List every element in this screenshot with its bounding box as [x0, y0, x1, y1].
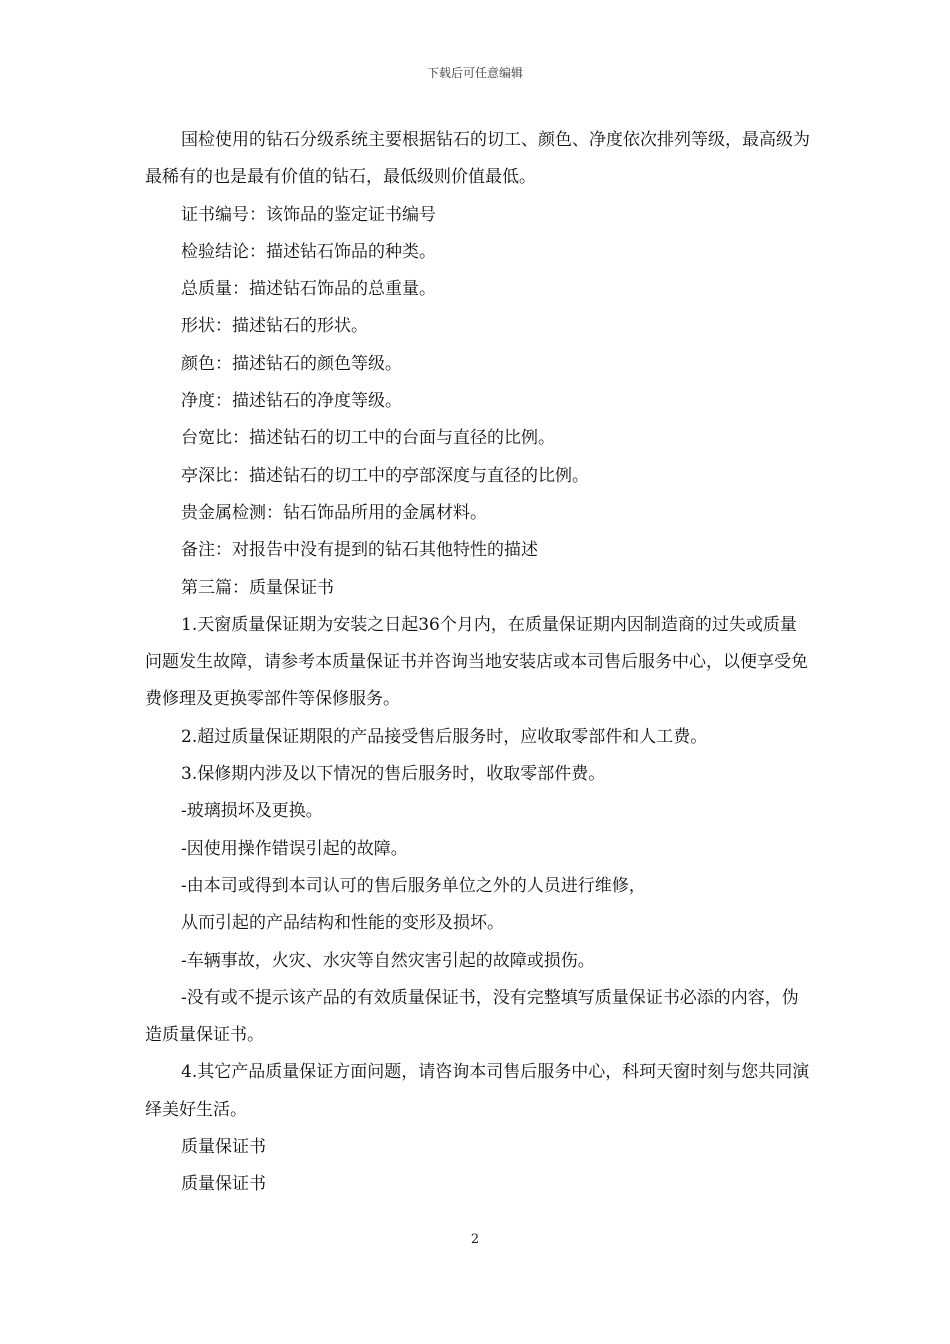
bullet-operation-error: -因使用操作错误引起的故障。	[181, 838, 408, 859]
document-body	[145, 122, 810, 1204]
paragraph-precious-metal: 贵金属检测：钻石饰品所用的金属材料。	[181, 502, 487, 523]
paragraph-grading-system: 国检使用的钻石分级系统主要根据钻石的切工、颜色、净度依次排列等级，最高级为最稀有的也是最有价值的钻石，最低级则价值最低。	[145, 130, 810, 188]
bullet-no-certificate: -没有或不提示该产品的有效质量保证书，没有完整填写质量保证书必添的内容，伪造质量保证书。	[145, 987, 799, 1046]
paragraph-pavilion-ratio: 亭深比：描述钻石的切工中的亭部深度与直径的比例。	[181, 465, 589, 486]
bullet-unauthorized-repair: -由本司或得到本司认可的售后服务单位之外的人员进行维修，	[181, 875, 646, 896]
bullet-glass: -玻璃损坏及更换。	[181, 801, 323, 822]
paragraph-shape: 形状：描述钻石的形状。	[181, 316, 368, 337]
page-number: 2	[470, 1232, 480, 1247]
paragraph-color: 颜色：描述钻石的颜色等级。	[181, 353, 402, 374]
paragraph-certificate-number: 证书编号：该饰品的鉴定证书编号	[181, 204, 436, 225]
list-item-other-issues: 4.其它产品质量保证方面问题，请咨询本司售后服务中心，科珂天窗时刻与您共同演绎美好生活。	[145, 1062, 810, 1120]
bullet-accidents: -车辆事故，火灾、水灾等自然灾害引起的故障或损伤。	[181, 950, 595, 971]
page-header: 下载后可任意编辑	[426, 66, 523, 80]
list-item-warranty-period: 1.天窗质量保证期为安装之日起36个月内，在质量保证期内因制造商的过失或质量问题发生故障，请参考本质量保证书并咨询当地安装店或本司售后服务中心，以便享受免费修理及更换零部件等保修服务。	[145, 614, 808, 710]
paragraph-clarity: 净度：描述钻石的净度等级。	[181, 391, 402, 412]
list-item-parts-fee: 3.保修期内涉及以下情况的售后服务时，收取零部件费。	[181, 764, 606, 785]
paragraph-title-2: 质量保证书	[181, 1174, 266, 1195]
paragraph-remarks: 备注：对报告中没有提到的钻石其他特性的描述	[181, 540, 538, 561]
paragraph-title-1: 质量保证书	[181, 1137, 266, 1158]
paragraph-table-ratio: 台宽比：描述钻石的切工中的台面与直径的比例。	[181, 428, 555, 449]
list-item-expired-warranty: 2.超过质量保证期限的产品接受售后服务时，应收取零部件和人工费。	[181, 726, 708, 747]
paragraph-inspection-conclusion: 检验结论：描述钻石饰品的种类。	[181, 241, 436, 262]
bullet-unauthorized-repair-cont: 从而引起的产品结构和性能的变形及损坏。	[181, 913, 504, 934]
section-heading: 第三篇：质量保证书	[181, 577, 334, 598]
paragraph-total-weight: 总质量：描述钻石饰品的总重量。	[181, 279, 436, 300]
